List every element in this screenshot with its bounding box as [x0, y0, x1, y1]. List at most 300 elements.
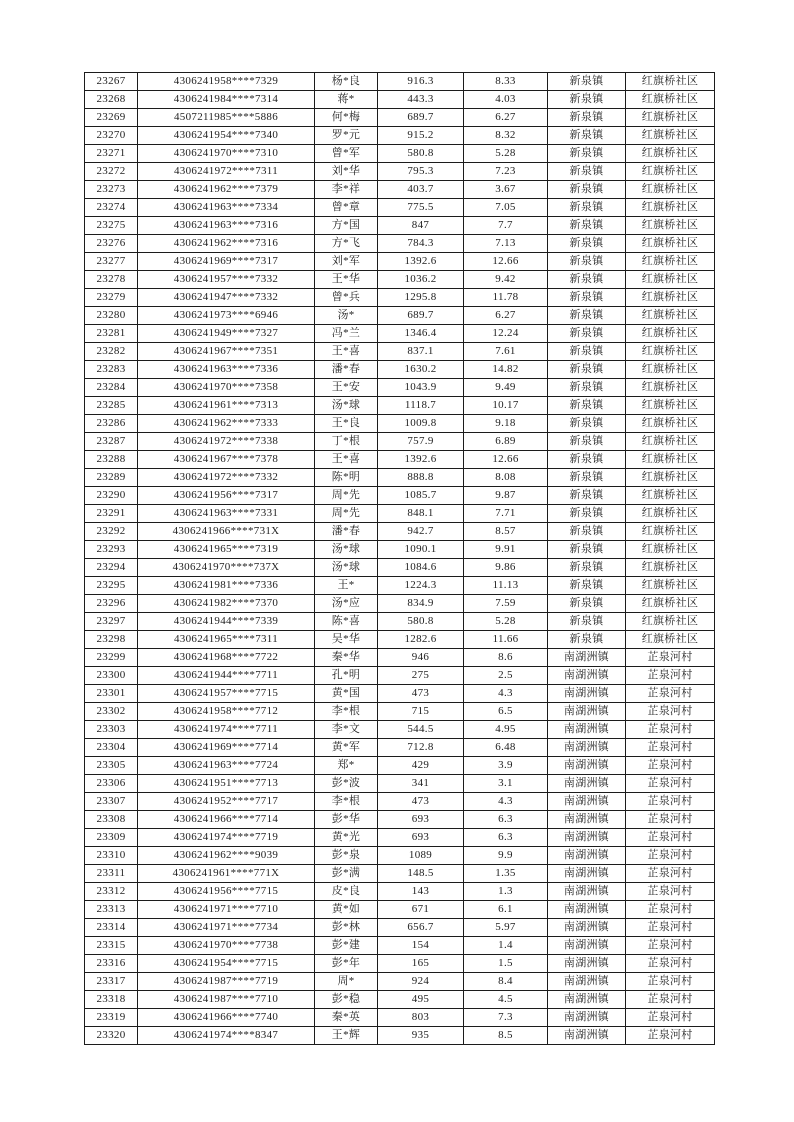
cell-amount: 1295.8: [378, 289, 464, 307]
table-row: [85, 73, 715, 91]
cell-rate: 4.5: [464, 991, 548, 1009]
cell-town: 新泉镇: [548, 523, 626, 541]
table-row: [85, 649, 715, 667]
cell-id-number: 4306241981****7336: [138, 577, 315, 595]
cell-amount: 1043.9: [378, 379, 464, 397]
cell-id-number: 4306241957****7332: [138, 271, 315, 289]
cell-amount: 784.3: [378, 235, 464, 253]
cell-amount: 1084.6: [378, 559, 464, 577]
cell-rate: 7.13: [464, 235, 548, 253]
cell-id-number: 4306241967****7378: [138, 451, 315, 469]
table-row: [85, 379, 715, 397]
cell-village: 芷泉河村: [626, 973, 715, 991]
cell-id-number: 4306241970****7358: [138, 379, 315, 397]
cell-row-number: 23271: [85, 145, 138, 163]
cell-amount: 403.7: [378, 181, 464, 199]
cell-row-number: 23268: [85, 91, 138, 109]
cell-village: 芷泉河村: [626, 1027, 715, 1045]
cell-village: 芷泉河村: [626, 829, 715, 847]
cell-rate: 9.87: [464, 487, 548, 505]
table-row: [85, 199, 715, 217]
cell-row-number: 23317: [85, 973, 138, 991]
table-row: [85, 631, 715, 649]
cell-village: 红旗桥社区: [626, 181, 715, 199]
cell-amount: 1085.7: [378, 487, 464, 505]
cell-village: 红旗桥社区: [626, 433, 715, 451]
cell-amount: 143: [378, 883, 464, 901]
cell-rate: 11.78: [464, 289, 548, 307]
cell-rate: 7.59: [464, 595, 548, 613]
cell-village: 红旗桥社区: [626, 199, 715, 217]
cell-amount: 1118.7: [378, 397, 464, 415]
cell-row-number: 23285: [85, 397, 138, 415]
cell-name: 汤*球: [315, 397, 378, 415]
cell-rate: 7.23: [464, 163, 548, 181]
cell-rate: 6.27: [464, 109, 548, 127]
cell-village: 红旗桥社区: [626, 559, 715, 577]
cell-rate: 6.27: [464, 307, 548, 325]
cell-town: 新泉镇: [548, 433, 626, 451]
table-row: [85, 739, 715, 757]
cell-row-number: 23299: [85, 649, 138, 667]
cell-id-number: 4306241963****7331: [138, 505, 315, 523]
cell-name: 王*辉: [315, 1027, 378, 1045]
cell-id-number: 4306241982****7370: [138, 595, 315, 613]
table-row: [85, 487, 715, 505]
cell-village: 红旗桥社区: [626, 631, 715, 649]
cell-row-number: 23295: [85, 577, 138, 595]
cell-name: 方*国: [315, 217, 378, 235]
cell-rate: 6.3: [464, 811, 548, 829]
cell-amount: 712.8: [378, 739, 464, 757]
cell-rate: 6.1: [464, 901, 548, 919]
cell-row-number: 23302: [85, 703, 138, 721]
cell-town: 南湖洲镇: [548, 901, 626, 919]
cell-row-number: 23292: [85, 523, 138, 541]
cell-id-number: 4306241968****7722: [138, 649, 315, 667]
cell-name: 周*: [315, 973, 378, 991]
cell-name: 皮*良: [315, 883, 378, 901]
cell-name: 黄*如: [315, 901, 378, 919]
cell-amount: 656.7: [378, 919, 464, 937]
cell-rate: 8.4: [464, 973, 548, 991]
cell-amount: 1282.6: [378, 631, 464, 649]
cell-row-number: 23313: [85, 901, 138, 919]
cell-name: 潘*春: [315, 523, 378, 541]
cell-amount: 154: [378, 937, 464, 955]
table-row: [85, 1009, 715, 1027]
table-row: [85, 883, 715, 901]
cell-village: 红旗桥社区: [626, 163, 715, 181]
cell-village: 红旗桥社区: [626, 307, 715, 325]
cell-row-number: 23303: [85, 721, 138, 739]
cell-rate: 5.97: [464, 919, 548, 937]
cell-id-number: 4306241949****7327: [138, 325, 315, 343]
cell-name: 蒋*: [315, 91, 378, 109]
table-row: [85, 541, 715, 559]
cell-rate: 7.61: [464, 343, 548, 361]
cell-id-number: 4306241958****7329: [138, 73, 315, 91]
cell-amount: 942.7: [378, 523, 464, 541]
table-row: [85, 253, 715, 271]
cell-town: 新泉镇: [548, 73, 626, 91]
cell-id-number: 4306241971****7710: [138, 901, 315, 919]
cell-town: 新泉镇: [548, 181, 626, 199]
cell-rate: 9.18: [464, 415, 548, 433]
cell-id-number: 4306241962****9039: [138, 847, 315, 865]
cell-town: 南湖洲镇: [548, 973, 626, 991]
cell-town: 新泉镇: [548, 613, 626, 631]
table-row: [85, 469, 715, 487]
cell-town: 新泉镇: [548, 559, 626, 577]
cell-town: 新泉镇: [548, 541, 626, 559]
cell-rate: 3.1: [464, 775, 548, 793]
table-row: [85, 1027, 715, 1045]
cell-village: 芷泉河村: [626, 649, 715, 667]
cell-row-number: 23267: [85, 73, 138, 91]
cell-village: 红旗桥社区: [626, 145, 715, 163]
cell-name: 王*良: [315, 415, 378, 433]
cell-village: 芷泉河村: [626, 775, 715, 793]
cell-id-number: 4306241987****7710: [138, 991, 315, 1009]
cell-id-number: 4306241954****7715: [138, 955, 315, 973]
cell-rate: 14.82: [464, 361, 548, 379]
cell-id-number: 4306241962****7316: [138, 235, 315, 253]
cell-name: 李*根: [315, 703, 378, 721]
cell-rate: 4.3: [464, 793, 548, 811]
cell-town: 南湖洲镇: [548, 883, 626, 901]
cell-village: 红旗桥社区: [626, 235, 715, 253]
cell-rate: 9.9: [464, 847, 548, 865]
cell-town: 新泉镇: [548, 217, 626, 235]
cell-id-number: 4306241987****7719: [138, 973, 315, 991]
cell-id-number: 4306241952****7717: [138, 793, 315, 811]
cell-rate: 8.5: [464, 1027, 548, 1045]
cell-village: 红旗桥社区: [626, 343, 715, 361]
cell-village: 红旗桥社区: [626, 523, 715, 541]
cell-rate: 12.66: [464, 451, 548, 469]
cell-village: 红旗桥社区: [626, 505, 715, 523]
cell-rate: 7.7: [464, 217, 548, 235]
table-row: [85, 415, 715, 433]
cell-id-number: 4306241969****7714: [138, 739, 315, 757]
table-row: [85, 91, 715, 109]
cell-village: 芷泉河村: [626, 1009, 715, 1027]
cell-id-number: 4306241974****7711: [138, 721, 315, 739]
table-row: [85, 181, 715, 199]
table-row: [85, 595, 715, 613]
cell-village: 芷泉河村: [626, 667, 715, 685]
cell-amount: 848.1: [378, 505, 464, 523]
cell-village: 芷泉河村: [626, 739, 715, 757]
cell-row-number: 23296: [85, 595, 138, 613]
table-row: [85, 829, 715, 847]
cell-village: 芷泉河村: [626, 811, 715, 829]
cell-row-number: 23281: [85, 325, 138, 343]
table-row: [85, 451, 715, 469]
cell-village: 芷泉河村: [626, 991, 715, 1009]
cell-id-number: 4306241974****7719: [138, 829, 315, 847]
cell-name: 黄*光: [315, 829, 378, 847]
cell-village: 红旗桥社区: [626, 217, 715, 235]
cell-name: 秦*华: [315, 649, 378, 667]
table-row: [85, 325, 715, 343]
cell-amount: 803: [378, 1009, 464, 1027]
cell-village: 红旗桥社区: [626, 613, 715, 631]
cell-town: 南湖洲镇: [548, 667, 626, 685]
cell-row-number: 23293: [85, 541, 138, 559]
cell-rate: 6.3: [464, 829, 548, 847]
cell-row-number: 23320: [85, 1027, 138, 1045]
cell-amount: 847: [378, 217, 464, 235]
table-row: [85, 775, 715, 793]
cell-id-number: 4306241962****7333: [138, 415, 315, 433]
cell-row-number: 23286: [85, 415, 138, 433]
cell-village: 芷泉河村: [626, 865, 715, 883]
cell-id-number: 4306241966****7714: [138, 811, 315, 829]
cell-id-number: 4306241944****7339: [138, 613, 315, 631]
cell-town: 南湖洲镇: [548, 937, 626, 955]
benefits-table: [84, 72, 715, 1045]
cell-rate: 6.89: [464, 433, 548, 451]
table-row: [85, 559, 715, 577]
cell-amount: 1009.8: [378, 415, 464, 433]
cell-town: 南湖洲镇: [548, 739, 626, 757]
cell-village: 芷泉河村: [626, 793, 715, 811]
cell-town: 新泉镇: [548, 109, 626, 127]
cell-id-number: 4306241965****7319: [138, 541, 315, 559]
cell-row-number: 23307: [85, 793, 138, 811]
cell-town: 新泉镇: [548, 235, 626, 253]
cell-amount: 429: [378, 757, 464, 775]
cell-id-number: 4306241969****7317: [138, 253, 315, 271]
cell-amount: 795.3: [378, 163, 464, 181]
cell-id-number: 4306241966****7740: [138, 1009, 315, 1027]
cell-name: 汤*球: [315, 541, 378, 559]
cell-row-number: 23315: [85, 937, 138, 955]
cell-amount: 693: [378, 811, 464, 829]
cell-amount: 715: [378, 703, 464, 721]
cell-row-number: 23284: [85, 379, 138, 397]
cell-town: 南湖洲镇: [548, 829, 626, 847]
cell-village: 芷泉河村: [626, 901, 715, 919]
cell-town: 新泉镇: [548, 487, 626, 505]
cell-name: 彭*建: [315, 937, 378, 955]
cell-row-number: 23288: [85, 451, 138, 469]
cell-rate: 6.48: [464, 739, 548, 757]
cell-village: 红旗桥社区: [626, 271, 715, 289]
cell-name: 李*文: [315, 721, 378, 739]
cell-town: 新泉镇: [548, 91, 626, 109]
cell-id-number: 4306241956****7715: [138, 883, 315, 901]
table-row: [85, 289, 715, 307]
cell-row-number: 23312: [85, 883, 138, 901]
cell-town: 南湖洲镇: [548, 793, 626, 811]
cell-amount: 495: [378, 991, 464, 1009]
cell-village: 红旗桥社区: [626, 127, 715, 145]
cell-row-number: 23282: [85, 343, 138, 361]
cell-name: 彭*林: [315, 919, 378, 937]
cell-row-number: 23311: [85, 865, 138, 883]
cell-name: 曾*军: [315, 145, 378, 163]
cell-amount: 1224.3: [378, 577, 464, 595]
cell-name: 李*祥: [315, 181, 378, 199]
cell-name: 王*喜: [315, 343, 378, 361]
cell-rate: 9.42: [464, 271, 548, 289]
cell-row-number: 23275: [85, 217, 138, 235]
cell-name: 冯*兰: [315, 325, 378, 343]
cell-amount: 935: [378, 1027, 464, 1045]
cell-amount: 1392.6: [378, 451, 464, 469]
cell-rate: 8.6: [464, 649, 548, 667]
table-row: [85, 307, 715, 325]
table-row: [85, 955, 715, 973]
cell-amount: 888.8: [378, 469, 464, 487]
cell-name: 黄*军: [315, 739, 378, 757]
cell-row-number: 23319: [85, 1009, 138, 1027]
cell-amount: 1036.2: [378, 271, 464, 289]
cell-name: 周*先: [315, 505, 378, 523]
cell-village: 芷泉河村: [626, 703, 715, 721]
table-row: [85, 937, 715, 955]
cell-town: 南湖洲镇: [548, 685, 626, 703]
cell-village: 红旗桥社区: [626, 415, 715, 433]
cell-row-number: 23283: [85, 361, 138, 379]
cell-amount: 689.7: [378, 307, 464, 325]
cell-amount: 443.3: [378, 91, 464, 109]
cell-town: 新泉镇: [548, 127, 626, 145]
cell-name: 彭*波: [315, 775, 378, 793]
cell-name: 秦*英: [315, 1009, 378, 1027]
cell-village: 红旗桥社区: [626, 541, 715, 559]
cell-name: 彭*稳: [315, 991, 378, 1009]
cell-row-number: 23274: [85, 199, 138, 217]
cell-town: 南湖洲镇: [548, 649, 626, 667]
cell-id-number: 4306241966****731X: [138, 523, 315, 541]
cell-village: 红旗桥社区: [626, 325, 715, 343]
cell-row-number: 23316: [85, 955, 138, 973]
table-row: [85, 433, 715, 451]
cell-id-number: 4306241961****7313: [138, 397, 315, 415]
cell-village: 红旗桥社区: [626, 487, 715, 505]
cell-row-number: 23290: [85, 487, 138, 505]
cell-town: 南湖洲镇: [548, 721, 626, 739]
cell-id-number: 4306241947****7332: [138, 289, 315, 307]
cell-row-number: 23269: [85, 109, 138, 127]
cell-rate: 11.13: [464, 577, 548, 595]
cell-village: 芷泉河村: [626, 721, 715, 739]
cell-town: 南湖洲镇: [548, 865, 626, 883]
cell-amount: 1630.2: [378, 361, 464, 379]
cell-amount: 671: [378, 901, 464, 919]
cell-village: 红旗桥社区: [626, 595, 715, 613]
table-row: [85, 127, 715, 145]
cell-amount: 1346.4: [378, 325, 464, 343]
cell-name: 陈*喜: [315, 613, 378, 631]
cell-id-number: 4306241972****7332: [138, 469, 315, 487]
table-row: [85, 397, 715, 415]
cell-town: 新泉镇: [548, 595, 626, 613]
cell-id-number: 4306241974****8347: [138, 1027, 315, 1045]
cell-rate: 12.66: [464, 253, 548, 271]
cell-rate: 8.57: [464, 523, 548, 541]
cell-rate: 4.03: [464, 91, 548, 109]
table-row: [85, 217, 715, 235]
cell-village: 芷泉河村: [626, 883, 715, 901]
cell-name: 彭*华: [315, 811, 378, 829]
cell-name: 彭*泉: [315, 847, 378, 865]
cell-id-number: 4306241957****7715: [138, 685, 315, 703]
cell-town: 南湖洲镇: [548, 703, 626, 721]
cell-rate: 1.3: [464, 883, 548, 901]
cell-name: 郑*: [315, 757, 378, 775]
cell-id-number: 4306241961****771X: [138, 865, 315, 883]
cell-id-number: 4306241970****7738: [138, 937, 315, 955]
cell-name: 杨*良: [315, 73, 378, 91]
cell-town: 南湖洲镇: [548, 1009, 626, 1027]
cell-row-number: 23305: [85, 757, 138, 775]
cell-id-number: 4306241965****7311: [138, 631, 315, 649]
cell-rate: 9.86: [464, 559, 548, 577]
cell-village: 红旗桥社区: [626, 73, 715, 91]
table-row: [85, 685, 715, 703]
cell-amount: 946: [378, 649, 464, 667]
cell-id-number: 4306241970****737X: [138, 559, 315, 577]
cell-town: 南湖洲镇: [548, 991, 626, 1009]
cell-amount: 148.5: [378, 865, 464, 883]
cell-amount: 580.8: [378, 145, 464, 163]
cell-village: 芷泉河村: [626, 685, 715, 703]
cell-row-number: 23318: [85, 991, 138, 1009]
cell-rate: 5.28: [464, 145, 548, 163]
table-row: [85, 271, 715, 289]
cell-name: 王*华: [315, 271, 378, 289]
cell-name: 王*喜: [315, 451, 378, 469]
cell-town: 新泉镇: [548, 415, 626, 433]
table-row: [85, 667, 715, 685]
cell-rate: 3.9: [464, 757, 548, 775]
cell-town: 新泉镇: [548, 379, 626, 397]
cell-row-number: 23309: [85, 829, 138, 847]
cell-village: 红旗桥社区: [626, 91, 715, 109]
table-row: [85, 163, 715, 181]
cell-village: 芷泉河村: [626, 919, 715, 937]
cell-town: 南湖洲镇: [548, 775, 626, 793]
cell-row-number: 23289: [85, 469, 138, 487]
cell-amount: 837.1: [378, 343, 464, 361]
cell-id-number: 4306241956****7317: [138, 487, 315, 505]
cell-rate: 4.95: [464, 721, 548, 739]
cell-id-number: 4306241954****7340: [138, 127, 315, 145]
cell-name: 刘*军: [315, 253, 378, 271]
table-row: [85, 811, 715, 829]
table-row: [85, 793, 715, 811]
cell-id-number: 4306241962****7379: [138, 181, 315, 199]
cell-id-number: 4306241944****7711: [138, 667, 315, 685]
cell-village: 红旗桥社区: [626, 289, 715, 307]
cell-row-number: 23310: [85, 847, 138, 865]
cell-amount: 544.5: [378, 721, 464, 739]
cell-amount: 775.5: [378, 199, 464, 217]
cell-village: 红旗桥社区: [626, 379, 715, 397]
cell-amount: 341: [378, 775, 464, 793]
cell-rate: 8.33: [464, 73, 548, 91]
cell-id-number: 4306241971****7734: [138, 919, 315, 937]
table-row: [85, 343, 715, 361]
cell-rate: 1.4: [464, 937, 548, 955]
cell-id-number: 4306241970****7310: [138, 145, 315, 163]
cell-id-number: 4306241963****7336: [138, 361, 315, 379]
